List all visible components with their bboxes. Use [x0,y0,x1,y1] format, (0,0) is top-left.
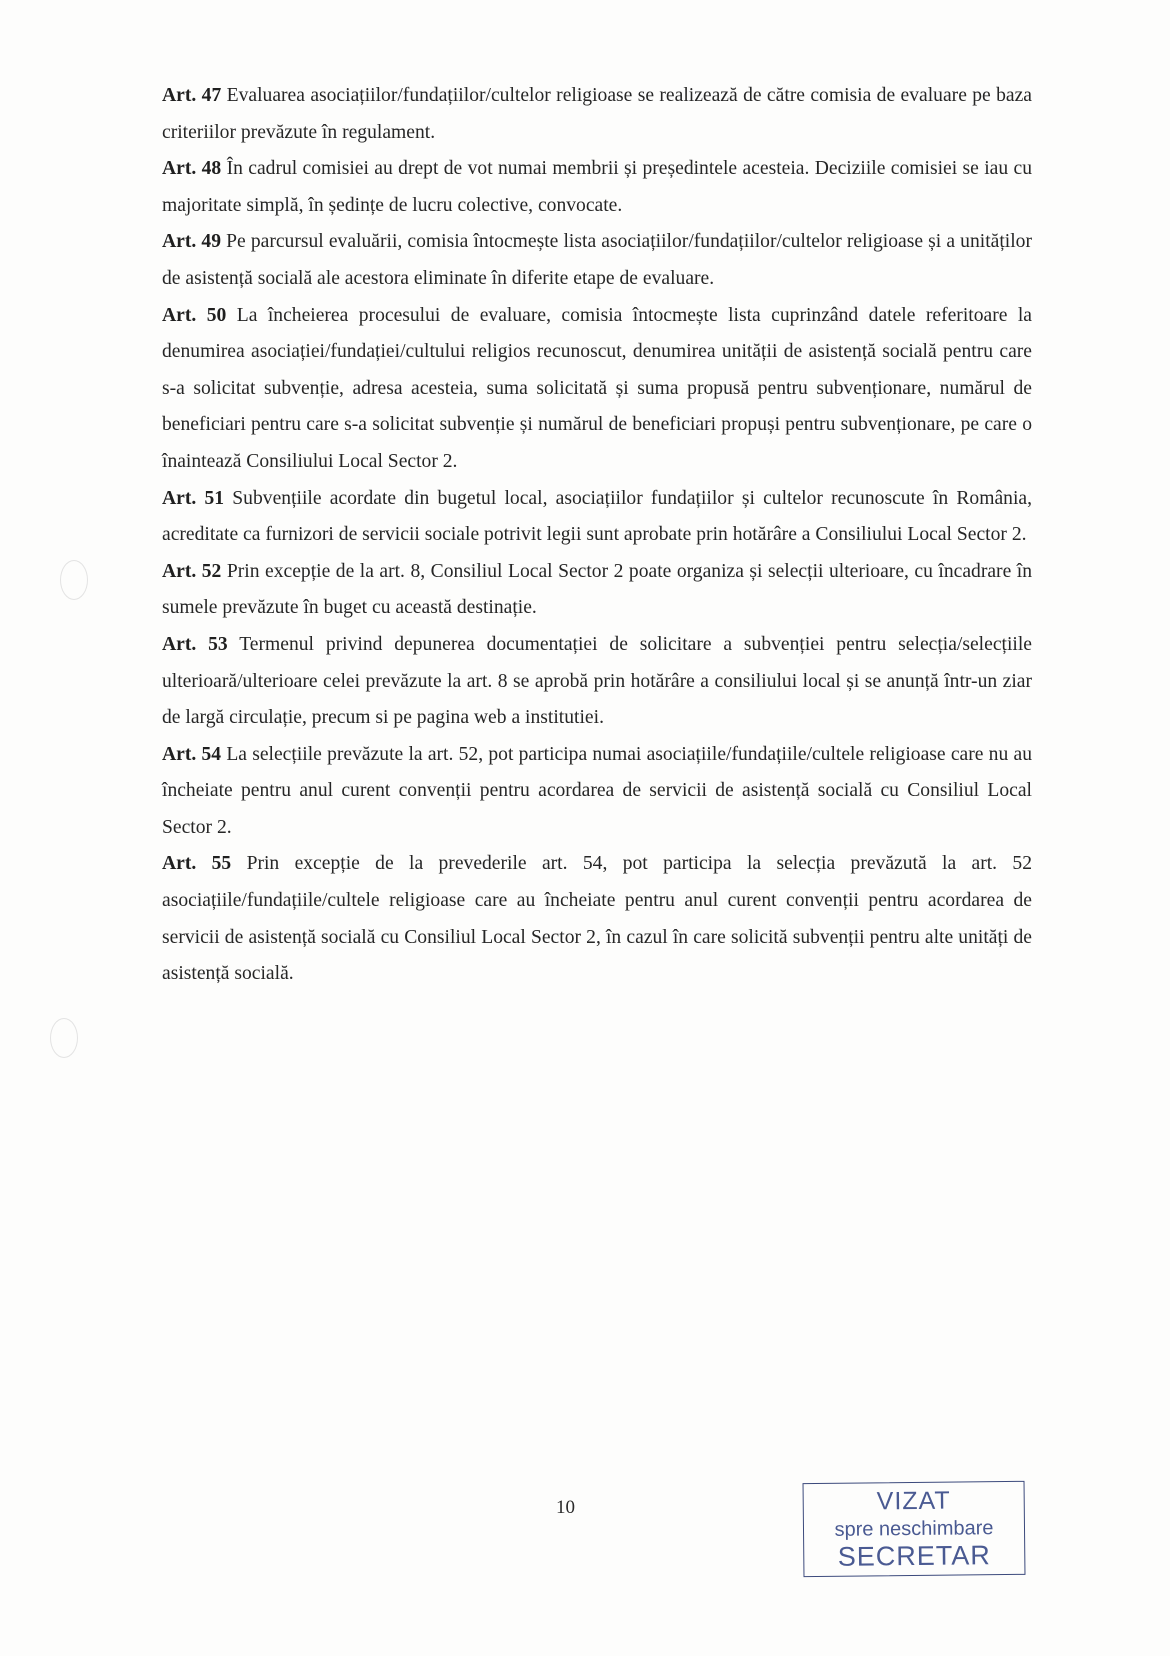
article-label: Art. 53 [162,633,228,655]
article-label: Art. 48 [162,158,222,180]
article-48 [162,151,1032,224]
document-body [162,78,1032,993]
article-text: La încheierea procesului de evaluare, comisia întocmește lista cuprinzând datele referitoare la denumirea asociației/fundației/cultului religios recunoscut, denumirea unității de asistență socială pentru care s-a solicitat subvenție, adresa acesteia, suma solicitată și suma propusă pentru subvenționare, numărul de beneficiari pentru care s-a solicitat subvenție și numărul de beneficiari propuși pentru subvenționare, pe care o înaintează Consiliului Local Sector 2. [162,304,1032,472]
article-55 [162,846,1032,992]
article-label: Art. 55 [162,853,232,875]
article-label: Art. 47 [162,85,222,106]
stamp-subtitle: spre neschimbare [834,1517,994,1541]
article-label: Art. 50 [162,304,227,326]
article-50 [162,298,1032,481]
article-text: Evaluarea asociațiilor/fundațiilor/cultelor religioase se realizează de către comisia de evaluare pe baza criteriilor prevăzute în regulament. [162,85,1033,143]
article-text: Prin excepție de la art. 8, Consiliul Local Sector 2 poate organiza și selecții ulterioare, cu încadrare în sumele prevăzute în buget cu această destinație. [162,560,1032,619]
article-text: Termenul privind depunerea documentației de solicitare a subvenției pentru selecția/selecțiile ulterioară/ulterioare celei prevăzute la art. 8 se aprobă prin hotărâre a consiliului local și se anunță într-un ziar de largă circulație, precum si pe pagina web a institutiei. [162,633,1032,729]
article-47 [162,78,1032,151]
article-label: Art. 51 [162,487,225,509]
article-54 [162,737,1032,847]
stamp-title: VIZAT [876,1486,951,1516]
article-49 [162,224,1032,297]
article-text: La selecțiile prevăzute la art. 52, pot participa numai asociațiile/fundațiile/cultele religioase care nu au încheiate pentru anul curent convenții pentru acordarea de servicii de asistență socială cu Consiliul Local Sector 2. [162,743,1032,838]
article-label: Art. 54 [162,743,222,765]
approval-stamp [803,1481,1026,1577]
article-53 [162,627,1032,737]
article-text: În cadrul comisiei au drept de vot numai membrii și președintele acesteia. Deciziile comisiei se iau cu majoritate simplă, în ședințe de lucru colective, convocate. [162,158,1032,216]
article-52 [162,554,1032,627]
article-text: Pe parcursul evaluării, comisia întocmește lista asociațiilor/fundațiilor/cultelor religioase și a unităților de asistență socială ale acestora eliminate în diferite etape de evaluare. [162,231,1033,289]
page-number: 10 [556,1497,575,1518]
punch-hole [60,560,88,600]
punch-hole [50,1018,78,1058]
article-text: Prin excepție de la prevederile art. 54, pot participa la selecția prevăzută la art. 52 asociațiile/fundațiile/cultele religioase care au încheiate pentru anul curent convenții pentru acordarea de servicii de asistență socială cu Consiliul Local Sector 2, în cazul în care solicită subvenții pentru alte unități de asistență socială. [162,853,1033,985]
article-51 [162,481,1032,554]
stamp-role: SECRETAR [837,1540,991,1572]
article-text: Subvențiile acordate din bugetul local, asociațiilor fundațiilor și cultelor recunoscute în România, acreditate ca furnizori de servicii sociale potrivit legii sunt aprobate prin hotărâre a Consiliului Local Sector 2. [162,487,1032,546]
article-label: Art. 52 [162,560,222,582]
article-label: Art. 49 [162,231,221,253]
